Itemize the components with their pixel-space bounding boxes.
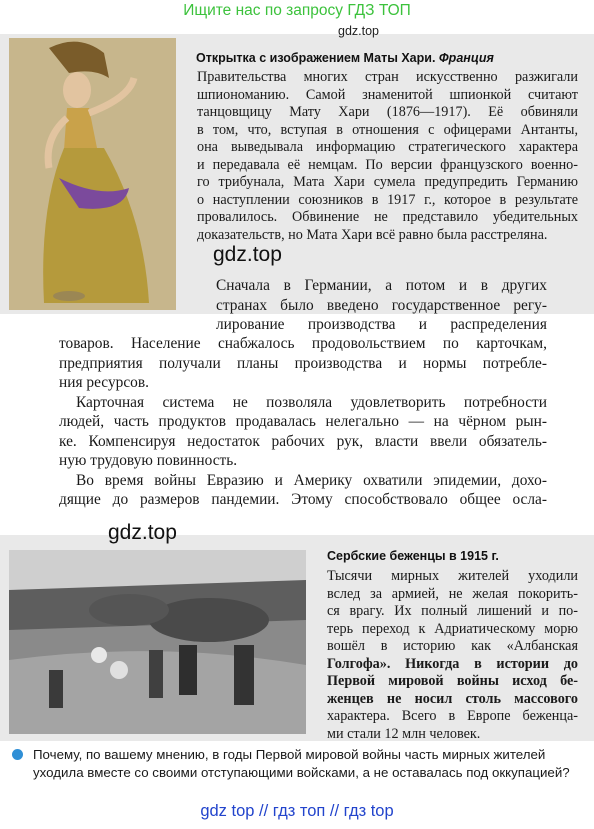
caption2-line: терь переход к Адриатическому морю [327, 620, 578, 637]
caption1-body [197, 69, 578, 244]
question-line: уходила вместе со своими отступающими войсками, а не оставалась под оккупацией? [33, 765, 570, 780]
caption2-line: ми стали 12 млн человек. [327, 725, 481, 742]
main-line: ке. Компенсируя недостаток рабочих рук, власти ввели обязатель- [59, 432, 547, 450]
main-line: странах было введено государственное регу- [216, 296, 547, 314]
question-line: Почему, по вашему мнению, в годы Первой мировой войны часть мирных жителей [33, 747, 546, 762]
caption1-title-text: Открытка с изображением Маты Хари. [196, 51, 436, 65]
watermark-big-1: gdz.top [213, 243, 282, 266]
caption2-line: Тысячи мирных жителей уходили [327, 568, 578, 584]
main-line: Карточная система не позволяла удовлетворить потребности [76, 393, 547, 411]
question-text [12, 746, 587, 782]
main-line: людей, часть продуктов продавалась нелегально — на чёрном рын- [59, 413, 547, 430]
main-line: ния ресурсов. [59, 374, 149, 391]
caption1-line: го трибунала, Мата Хари сумела предупредить Германию [197, 174, 578, 190]
top-banner: Ищите нас по запросу ГДЗ ТОП [183, 2, 411, 19]
caption2-line: вошёл в историю как «Албанская [327, 638, 578, 654]
caption2-line: Голгофа». Никогда в истории до [327, 655, 578, 672]
caption2-line: ся врагу. Их полный лишений и по- [327, 603, 578, 619]
main-text-full [59, 334, 547, 510]
caption1-line: о наступлении союзников в 1917 г., которое в результате [197, 191, 578, 208]
main-line: товаров. Население снабжалось продовольствием по карточкам, [59, 335, 547, 352]
caption1-line: она выведывала информацию стратегического характера [197, 139, 578, 155]
caption1-line: танцовщицу Мату Хари (1876—1917). Её обвиняли [197, 104, 578, 120]
caption1-line: в том, что, вступая в отношения с офицерами Антанты, [197, 121, 578, 138]
caption1-line: шпиономанию. Самой знаменитой шпионкой считают [197, 86, 578, 103]
main-text-short [216, 276, 547, 335]
caption2-line: Первой мировой войны исход бе- [327, 673, 578, 689]
main-line: предприятия получали планы производства и нормы потребле- [59, 354, 547, 372]
photo-mata-hari [9, 38, 176, 310]
watermark-big-2: gdz.top [108, 521, 177, 544]
main-line: дящие до размеров пандемии. Этому способствовало общее осла- [59, 491, 547, 508]
footer-links[interactable]: gdz top // гдз топ // гдз top [200, 802, 394, 820]
photo-serbian-refugees [9, 550, 306, 734]
caption2-body [327, 568, 578, 743]
caption2-line: женцев не носил столь массового [327, 690, 578, 707]
caption1-line: провалилось. Обвинение не представило убедительных [197, 209, 578, 225]
caption2-title: Сербские беженцы в 1915 г. [327, 549, 499, 563]
caption1-title [196, 51, 494, 65]
caption1-line: и передавала её немцам. По версии французского военно- [197, 156, 578, 173]
main-line: лирование производства и распределения [216, 316, 547, 333]
caption2-line: вслед за армией, не желая покорить- [327, 585, 578, 602]
main-line: Во время войны Евразию и Америку охватили эпидемии, дохо- [76, 471, 547, 489]
main-line: Сначала в Германии, а потом и в других [216, 277, 547, 294]
caption1-line: доказательств, но Мата Хари всё равно была расстреляна. [197, 226, 548, 243]
main-line: ную трудовую повинность. [59, 452, 238, 469]
caption1-title-suffix: Франция [438, 51, 494, 65]
caption1-line: Правительства многих стран искусственно разжигали [197, 69, 578, 85]
watermark-small: gdz.top [338, 24, 380, 38]
caption2-line: характера. Всего в Европе беженца- [327, 708, 578, 724]
